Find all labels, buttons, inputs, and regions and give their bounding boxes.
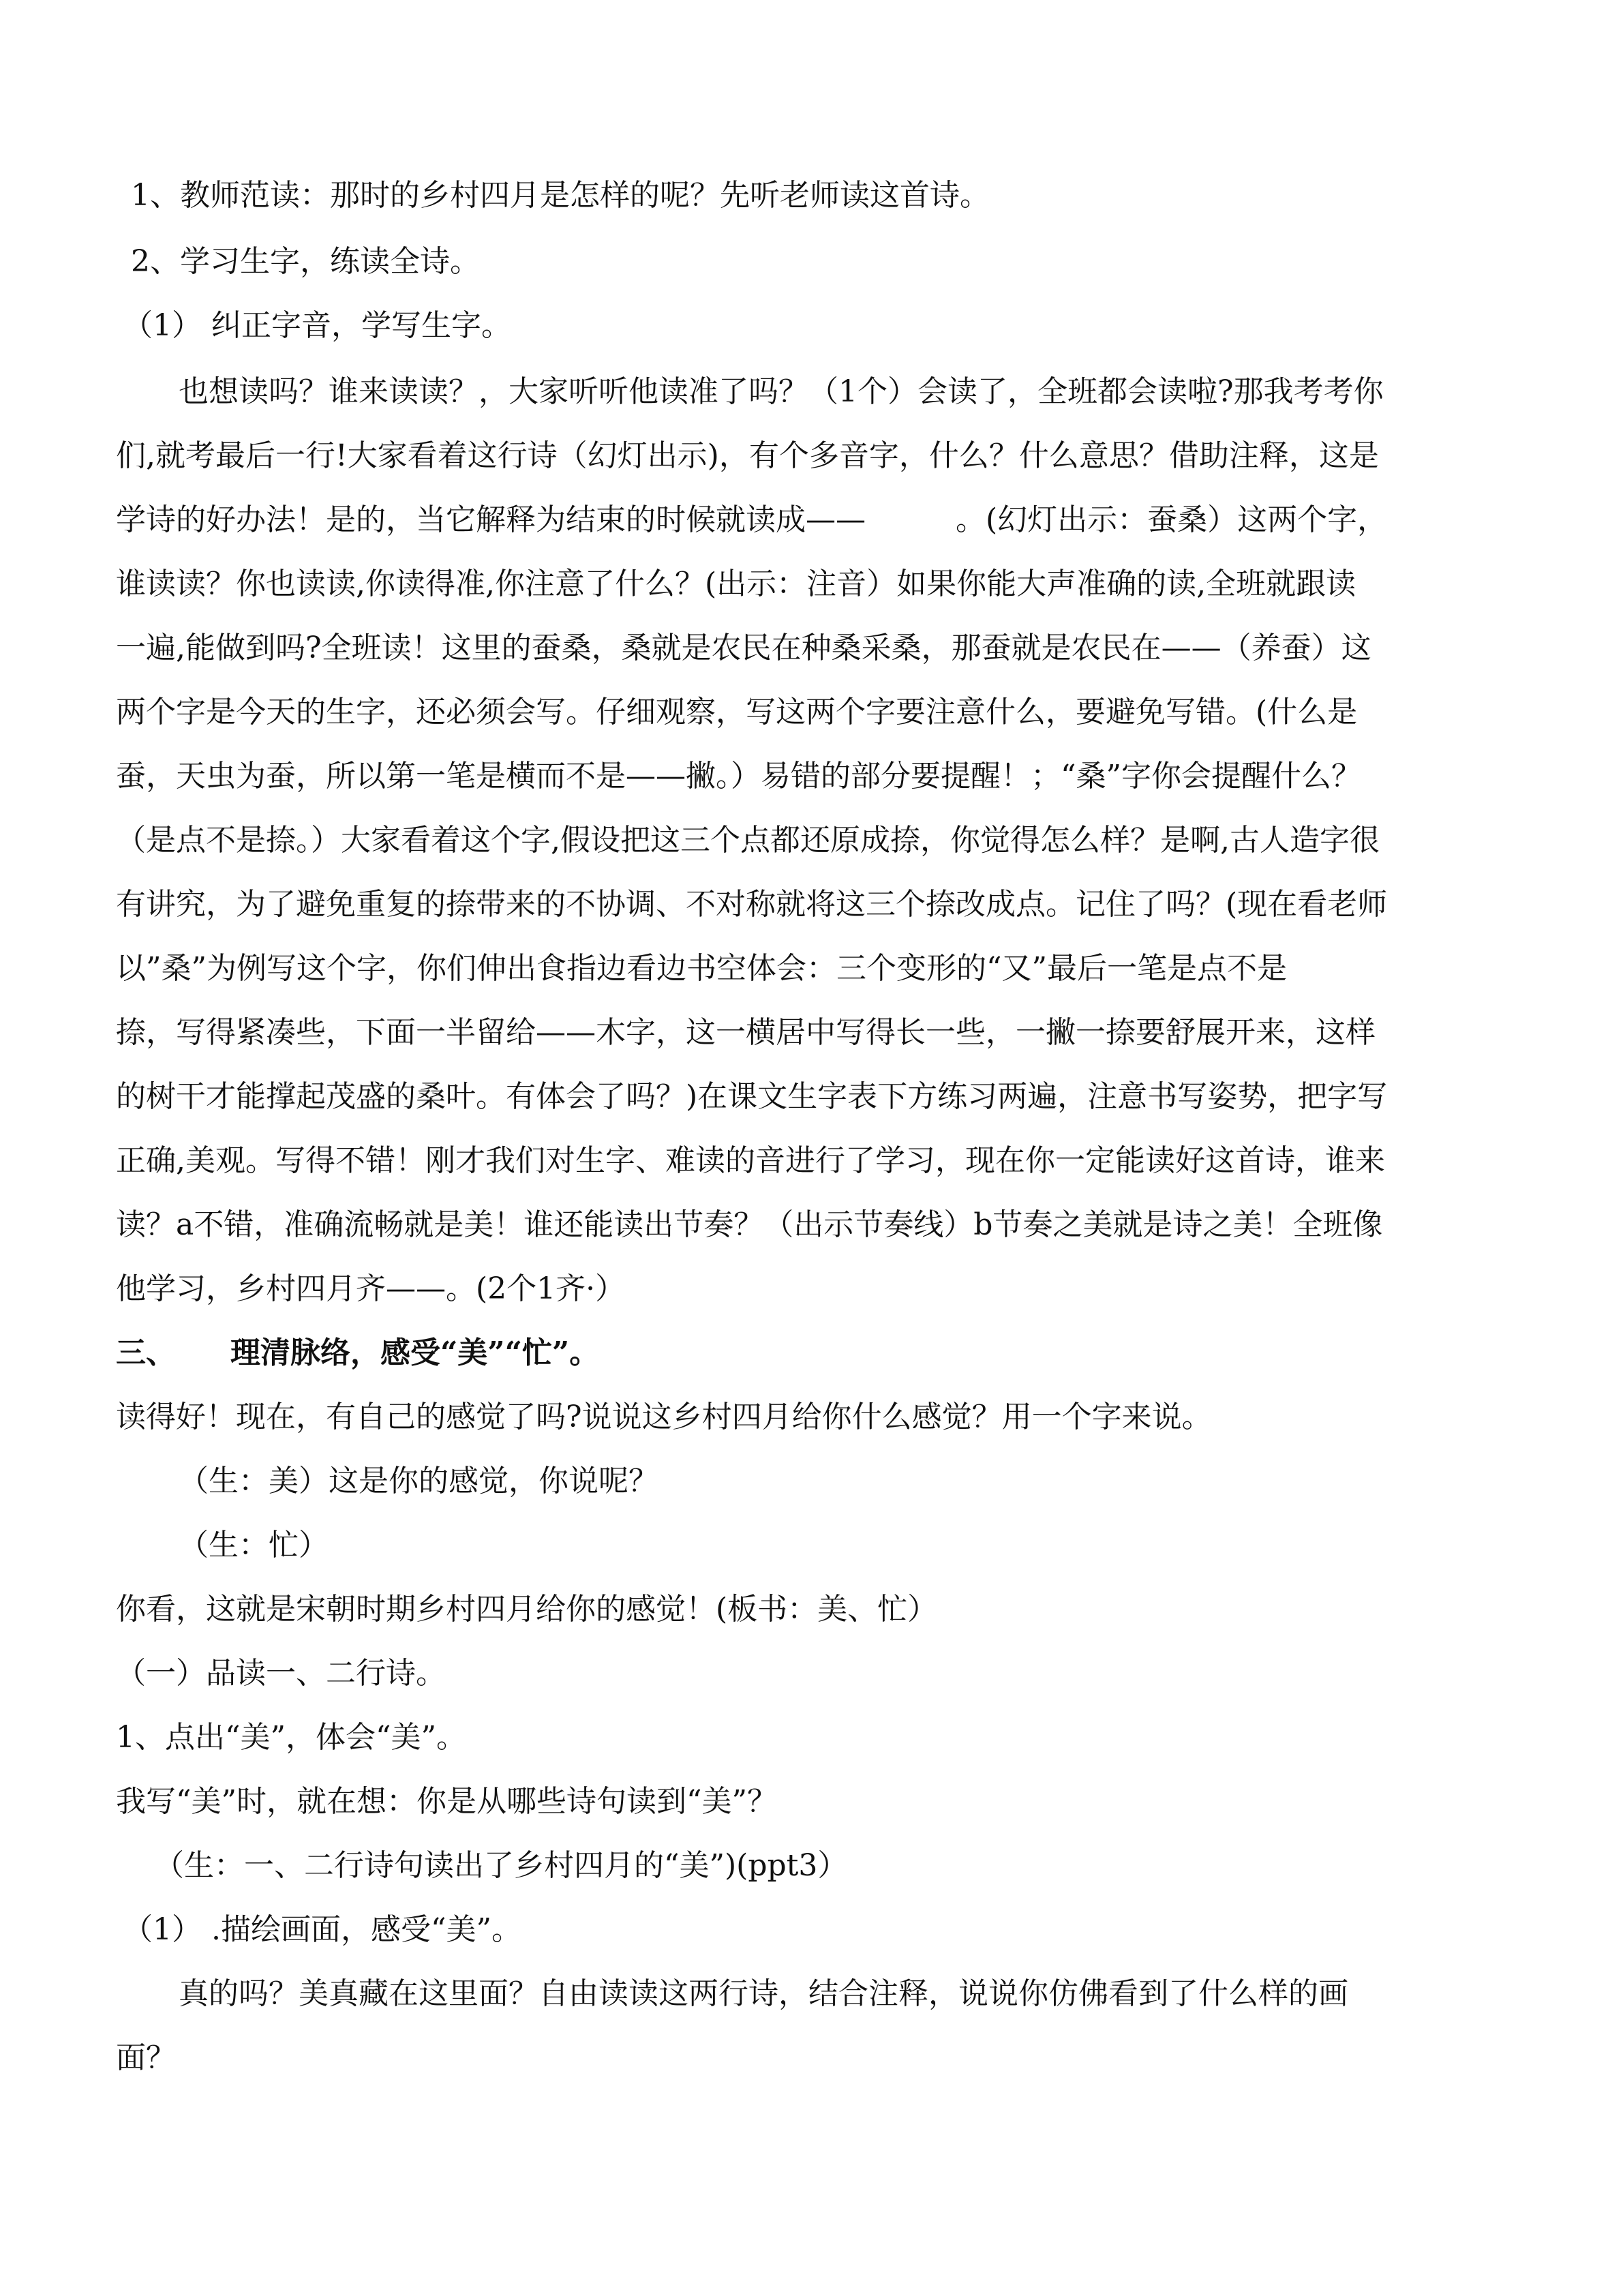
body-line: 蚕，天虫为蚕，所以第一笔是横而不是——撇。）易错的部分要提醒！；“桑”字你会提醒什么？: [116, 759, 1361, 794]
paragraph-learn-characters: 2、学习生字，练读全诗。: [131, 244, 480, 279]
body-line: 正确,美观。写得不错！刚才我们对生字、难读的音进行了学习，现在你一定能读好这首诗，谁来: [116, 1143, 1385, 1178]
body-line: （是点不是捺。）大家看着这个字,假设把这三个点都还原成捺，你觉得怎么样？是啊,古人造字很: [116, 823, 1380, 858]
body-line: 读？a不错，准确流畅就是美！谁还能读出节奏？（出示节奏线）b节奏之美就是诗之美！全班像: [116, 1207, 1383, 1242]
section-heading-number: 三、: [116, 1335, 176, 1370]
subheading-point-beauty: 1、点出“美”，体会“美”。: [116, 1720, 466, 1755]
body-line: 他学习，乡村四月齐——。(2个1齐·）: [116, 1271, 626, 1306]
body-line: 真的吗？美真藏在这里面？自由读读这两行诗，结合注释，说说你仿佛看到了什么样的画: [179, 1976, 1348, 2011]
paragraph-board-writing: 你看，这就是宋朝时期乡村四月给你的感觉！(板书：美、忙）: [116, 1592, 938, 1627]
subheading-read-lines: （一）品读一、二行诗。: [116, 1656, 446, 1691]
body-line: 们,就考最后一行!大家看着这行诗（幻灯出示)，有个多音字，什么？什么意思？借助注释，这是: [116, 438, 1379, 473]
subheading-describe-scene: （1） .描绘画面，感受“美”。: [123, 1912, 521, 1947]
paragraph-which-lines: 我写“美”时，就在想：你是从哪些诗句读到“美”？: [116, 1784, 777, 1819]
body-line: 谁读读？你也读读,你读得准,你注意了什么？(出示：注音）如果你能大声准确的读,全班就跟读: [116, 567, 1356, 601]
student-answer-lines: （生：一、二行诗句读出了乡村四月的“美”)(ppt3）: [154, 1848, 848, 1883]
paragraph-question: 读得好！现在，有自己的感觉了吗?说说这乡村四月给你什么感觉？用一个字来说。: [116, 1400, 1212, 1434]
body-line: 也想读吗？谁来读读？，大家听听他读准了吗？（1个）会读了，全班都会读啦?那我考考你: [179, 374, 1384, 409]
student-answer-busy: （生：忙）: [179, 1528, 329, 1562]
student-answer-beauty: （生：美）这是你的感觉，你说呢？: [179, 1464, 658, 1498]
body-line: 两个字是今天的生字，还必须会写。仔细观察，写这两个字要注意什么，要避免写错。(什么是: [116, 695, 1358, 729]
paragraph-teacher-reading: 1、教师范读：那时的乡村四月是怎样的呢？先听老师读这首诗。: [131, 178, 990, 213]
paragraph-correct-pronunciation: （1） 纠正字音，学写生字。: [123, 308, 511, 343]
body-line: 捺，写得紧凑些，下面一半留给——木字，这一横居中写得长一些，一撇一捺要舒展开来，这样: [116, 1015, 1376, 1050]
body-line: 面？: [116, 2040, 176, 2075]
body-line: 学诗的好办法！是的，当它解释为结束的时候就读成—— 。(幻灯出示：蚕桑）这两个字，: [116, 502, 1388, 537]
section-heading: 理清脉络，感受“美”“忙”。: [230, 1335, 600, 1370]
body-line: 一遍,能做到吗?全班读！这里的蚕桑，桑就是农民在种桑采桑，那蚕就是农民在——（养蚕）这: [116, 631, 1371, 665]
body-line: 有讲究，为了避免重复的捺带来的不协调、不对称就将这三个捺改成点。记住了吗？(现在看老师: [116, 887, 1388, 922]
body-line: 的树干才能撑起茂盛的桑叶。有体会了吗？)在课文生字表下方练习两遍，注意书写姿势，把字写: [116, 1079, 1388, 1114]
body-line: 以”桑”为例写这个字，你们伸出食指边看边书空体会：三个变形的“又”最后一笔是点不是: [116, 951, 1287, 986]
